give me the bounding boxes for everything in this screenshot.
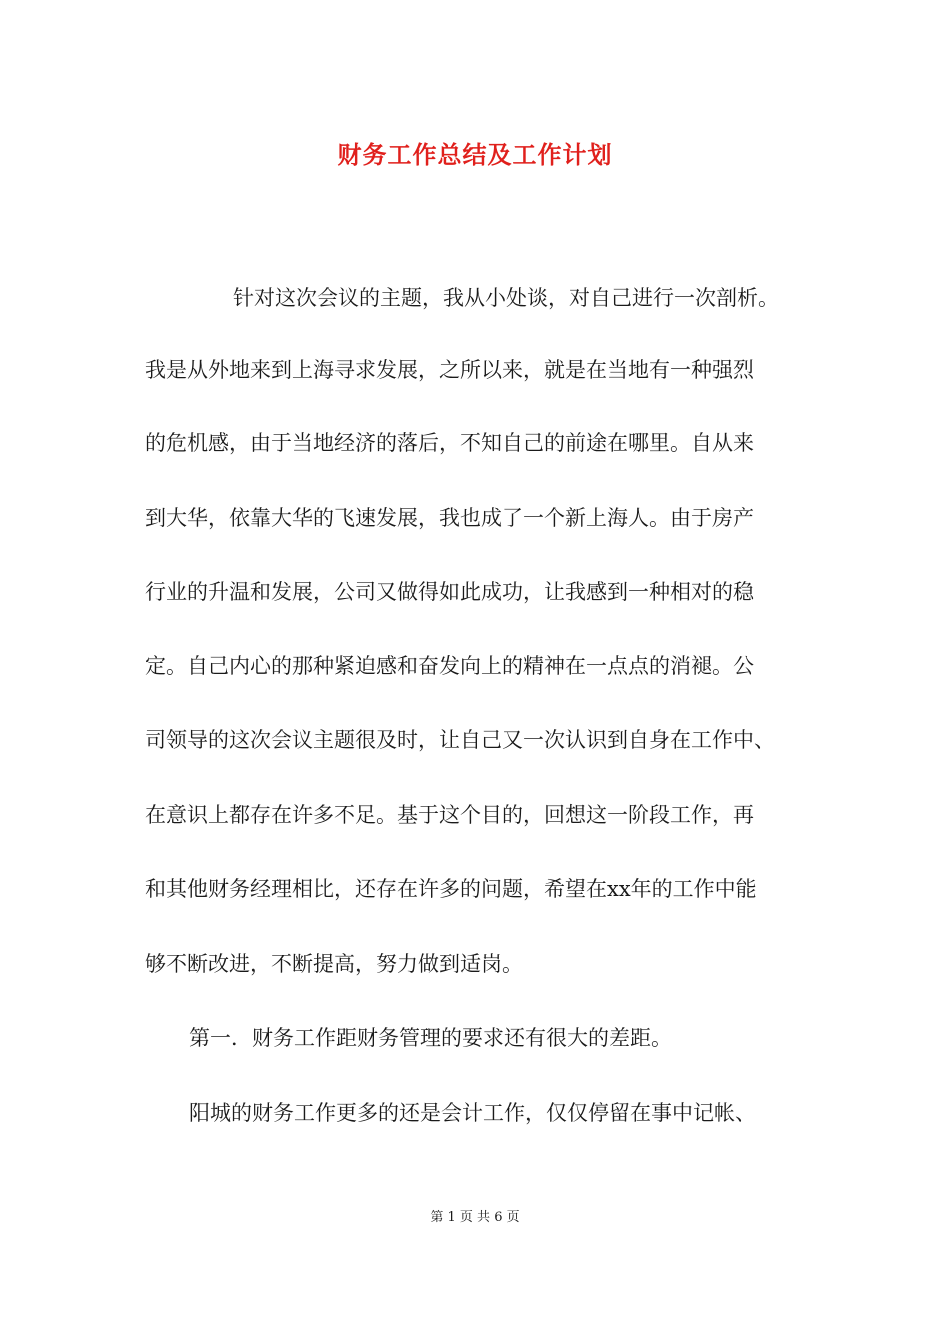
section-heading-line: 第一．财务工作距财务管理的要求还有很大的差距。 — [189, 1026, 672, 1050]
paragraph-line: 司领导的这次会议主题很及时，让自己又一次认识到自身在工作中、 — [145, 728, 775, 752]
paragraph-line: 的危机感，由于当地经济的落后，不知自己的前途在哪里。自从来 — [145, 431, 754, 455]
paragraph-line: 到大华，依靠大华的飞速发展，我也成了一个新上海人。由于房产 — [145, 506, 754, 530]
paragraph-line: 行业的升温和发展，公司又做得如此成功，让我感到一种相对的稳 — [145, 580, 754, 604]
paragraph-line: 够不断改进，不断提高，努力做到适岗。 — [145, 952, 523, 976]
paragraph-line: 阳城的财务工作更多的还是会计工作，仅仅停留在事中记帐、 — [189, 1101, 756, 1125]
paragraph-line: 在意识上都存在许多不足。基于这个目的，回想这一阶段工作，再 — [145, 803, 754, 827]
document-title: 财务工作总结及工作计划 — [337, 140, 613, 169]
paragraph-line: 我是从外地来到上海寻求发展，之所以来，就是在当地有一种强烈 — [145, 358, 754, 382]
page-footer: 第 1 页 共 6 页 — [430, 1210, 520, 1225]
paragraph-line: 针对这次会议的主题，我从小处谈，对自己进行一次剖析。 — [233, 286, 779, 310]
paragraph-line: 定。自己内心的那种紧迫感和奋发向上的精神在一点点的消褪。公 — [145, 654, 754, 678]
paragraph-line: 和其他财务经理相比，还存在许多的问题，希望在xx年的工作中能 — [145, 877, 757, 901]
